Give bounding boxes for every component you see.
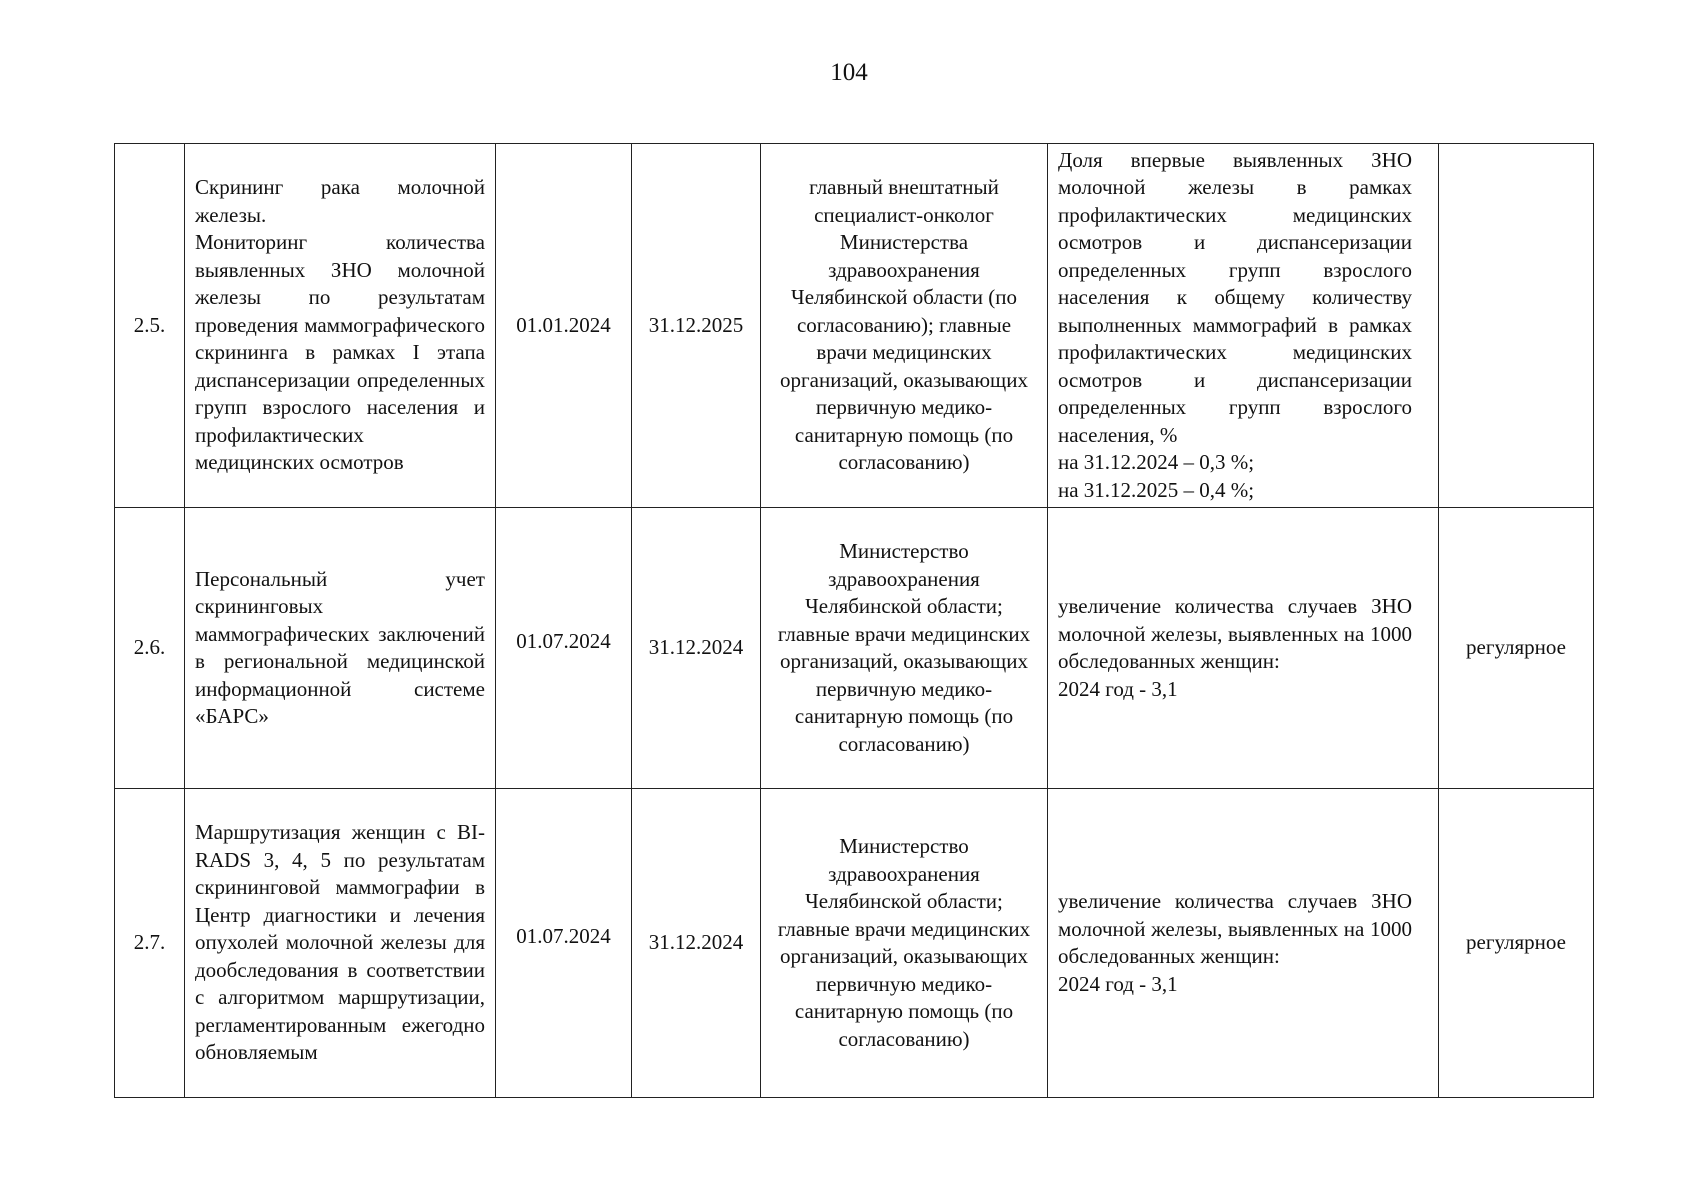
- row-number: 2.5.: [115, 144, 185, 508]
- end-date: 31.12.2024: [632, 508, 761, 789]
- indicator: Доля впервые выявленных ЗНО молочной железы в рамках профилактических медицинских осмотров и диспансеризации определенных групп взрослого населения к общему количеству выполненных маммографий в рамках профилактических медицинских осмотров и диспансеризации определенных групп взрослого населения, % на 31.12.2024 – 0,3 %; на 31.12.2025 – 0,4 %;: [1048, 144, 1439, 508]
- periodicity: [1439, 144, 1594, 508]
- start-date: 01.07.2024: [496, 789, 632, 1098]
- activities-table: [114, 143, 1594, 1098]
- table-row: [115, 144, 1594, 508]
- end-date: 31.12.2024: [632, 789, 761, 1098]
- responsible: Министерство здравоохранения Челябинской области; главные врачи медицинских организаций, оказывающих первичную медико-санитарную помощь (по согласованию): [761, 789, 1048, 1098]
- responsible: Министерство здравоохранения Челябинской области; главные врачи медицинских организаций, оказывающих первичную медико-санитарную помощь (по согласованию): [761, 508, 1048, 789]
- end-date: 31.12.2025: [632, 144, 761, 508]
- page-number: 104: [830, 59, 868, 86]
- start-date: 01.07.2024: [496, 508, 632, 789]
- row-number: 2.6.: [115, 508, 185, 789]
- activity-name: Персональный учет скрининговых маммографических заключений в региональной медицинской информационной системе «БАРС»: [185, 508, 496, 789]
- responsible: главный внештатный специалист-онколог Министерства здравоохранения Челябинской области (по согласованию); главные врачи медицинских организаций, оказывающих первичную медико-санитарную помощь (по согласованию): [761, 144, 1048, 508]
- table-row: [115, 508, 1594, 789]
- table-row: [115, 789, 1594, 1098]
- indicator: увеличение количества случаев ЗНО молочной железы, выявленных на 1000 обследованных женщин: 2024 год - 3,1: [1048, 789, 1439, 1098]
- start-date: 01.01.2024: [496, 144, 632, 508]
- row-number: 2.7.: [115, 789, 185, 1098]
- periodicity: регулярное: [1439, 508, 1594, 789]
- activity-name: Маршрутизация женщин с BI-RADS 3, 4, 5 по результатам скрининговой маммографии в Центр диагностики и лечения опухолей молочной железы для дообследования в соответствии с алгоритмом маршрутизации, регламентированным ежегодно обновляемым: [185, 789, 496, 1098]
- periodicity: регулярное: [1439, 789, 1594, 1098]
- activity-name: Скрининг рака молочной железы. Мониторинг количества выявленных ЗНО молочной железы по результатам проведения маммографического скрининга в рамках I этапа диспансеризации определенных групп взрослого населения и профилактических медицинских осмотров: [185, 144, 496, 508]
- indicator: увеличение количества случаев ЗНО молочной железы, выявленных на 1000 обследованных женщин: 2024 год - 3,1: [1048, 508, 1439, 789]
